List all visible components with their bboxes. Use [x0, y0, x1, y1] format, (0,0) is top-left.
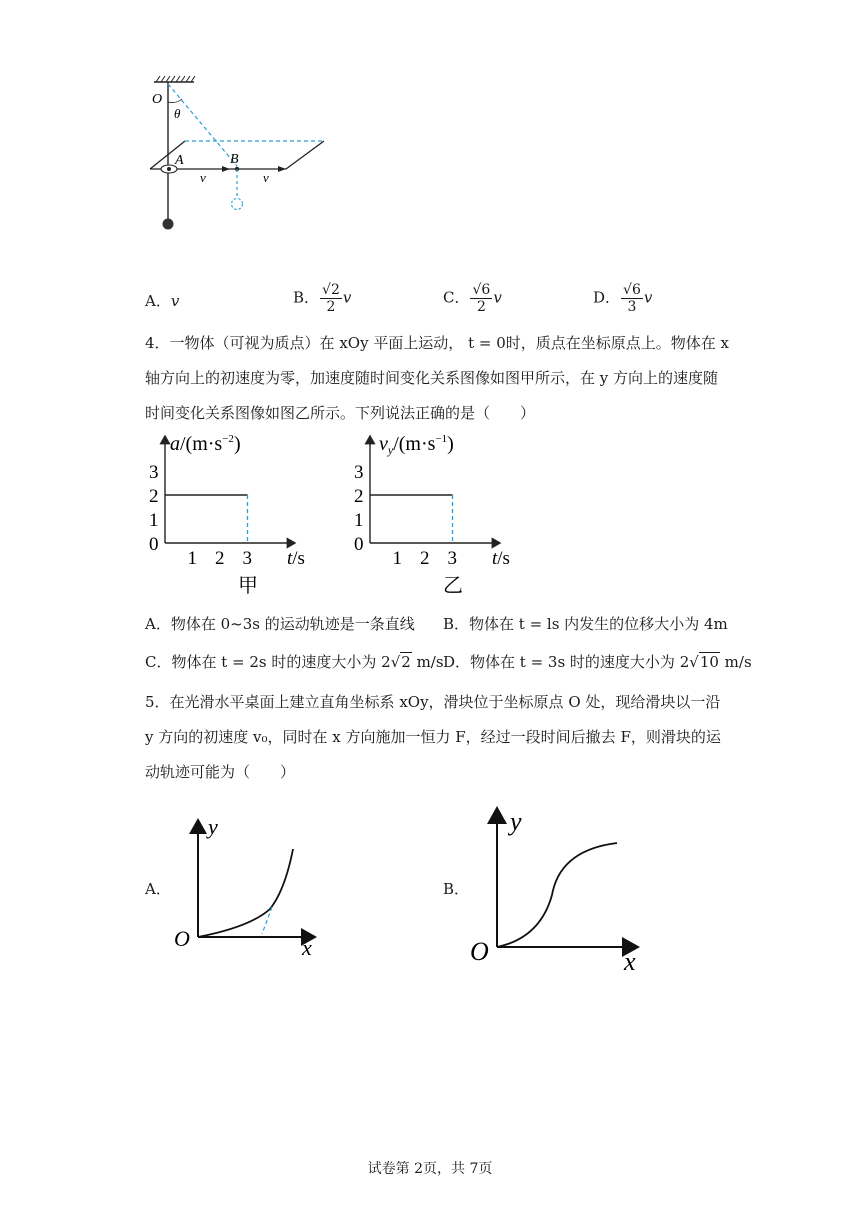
axis-y-label: y: [208, 814, 218, 839]
q3-option-d[interactable]: D． $\frac{√6}{3}$ v: [593, 282, 653, 315]
x-tick-label: 2: [215, 548, 225, 569]
y-tick-label: 2: [149, 486, 159, 507]
q5-graph-b: [470, 800, 650, 978]
pendulum-figure: [140, 74, 340, 244]
label-theta: θ: [174, 106, 181, 121]
dashed-bob: [232, 199, 243, 210]
q5-line-3: 动轨迹可能为（ ）: [145, 763, 296, 781]
xlabel-yi: t/s: [492, 548, 510, 569]
q4-option-a[interactable]: A．物体在 0~3s 的运动轨迹是一条直线: [145, 615, 415, 633]
q4-option-b[interactable]: B．物体在 t = ls 内发生的位移大小为 4m: [443, 615, 728, 633]
axis-x-label: x: [624, 947, 636, 976]
q5-line-2: y 方向的初速度 v₀，同时在 x 方向施加一恒力 F，经过一段时间后撤去 F，则滑块的运: [145, 728, 721, 746]
sqrt: √2: [390, 653, 411, 671]
caption-jia: 甲: [238, 575, 258, 597]
x-tick-label: 1: [187, 548, 197, 569]
caption-yi: 乙: [443, 575, 463, 597]
x-tick-label: 3: [447, 548, 457, 569]
axis-y-label: y: [510, 807, 522, 836]
q5-line-1: 5．在光滑水平桌面上建立直角坐标系 xOy，滑块位于坐标原点 O 处，现给滑块以一沿: [145, 693, 721, 711]
label-v2: v: [263, 170, 269, 185]
y-tick-label: 3: [149, 462, 159, 483]
y-tick-label: 1: [149, 510, 159, 531]
y-tick-label: 2: [354, 486, 364, 507]
arrow-head-1: [222, 166, 230, 172]
x-tick-label: 3: [242, 548, 252, 569]
chart-yi: [354, 433, 510, 597]
x-tick-label: 2: [420, 548, 430, 569]
fraction: $\frac{√6}{3}$: [623, 282, 641, 315]
q4-option-c[interactable]: C．物体在 t = 2s 时的速度大小为 2√2 m/s: [145, 653, 444, 671]
label-b: B: [230, 152, 239, 167]
label-v1: v: [200, 170, 206, 185]
x-tick-label: 1: [392, 548, 402, 569]
label-o: O: [152, 92, 163, 107]
y-tick-label: 0: [354, 534, 364, 555]
y-tick-label: 0: [149, 534, 159, 555]
origin-label: O: [174, 926, 190, 951]
q4-line-1: 4．一物体（可视为质点）在 xOy 平面上运动， t = 0时，质点在坐标原点上。物体在 x: [145, 334, 729, 352]
sqrt: √10: [689, 653, 719, 671]
label-a: A: [175, 153, 184, 168]
axis-x-label: x: [302, 935, 312, 960]
fraction: $\frac{√6}{2}$: [472, 282, 491, 315]
q3-option-b[interactable]: B． $\frac{√2}{2}$ v: [293, 282, 352, 315]
y-tick-label: 3: [354, 462, 364, 483]
trajectory-b: [497, 843, 617, 947]
fraction: $\frac{√2}{2}$: [322, 282, 340, 315]
pendulum-bob: [163, 219, 174, 230]
q4-graphs: [140, 430, 540, 605]
q4-option-d[interactable]: D．物体在 t = 3s 时的速度大小为 2√10 m/s: [443, 653, 752, 671]
q5-graph-a: [170, 812, 330, 960]
q3-option-a[interactable]: A．v: [145, 292, 180, 310]
y-tick-label: 1: [354, 510, 364, 531]
q4-line-3: 时间变化关系图像如图乙所示。下列说法正确的是（ ）: [145, 404, 536, 422]
ylabel-jia: $a/(m\cdot s^{-2})$: [170, 433, 241, 455]
angle-arc: [168, 99, 182, 103]
q5-option-b[interactable]: B．: [443, 880, 470, 898]
chart-jia: [149, 433, 305, 597]
page-footer: 试卷第 2页，共 7页: [367, 1161, 493, 1177]
arrow-head-2: [278, 166, 286, 172]
origin-label: O: [470, 937, 489, 966]
ylabel-yi: $v_y/(m\cdot s^{-1})$: [379, 433, 454, 457]
ceiling-hatch: [154, 76, 195, 82]
q4-line-2: 轴方向上的初速度为零，加速度随时间变化关系图像如图甲所示，在 y 方向上的速度随: [145, 369, 719, 387]
xlabel-jia: t/s: [287, 548, 305, 569]
trajectory-a: [198, 849, 293, 937]
q5-option-a[interactable]: A．: [145, 880, 171, 898]
q3-option-c[interactable]: C． $\frac{√6}{2}$ v: [443, 282, 502, 315]
